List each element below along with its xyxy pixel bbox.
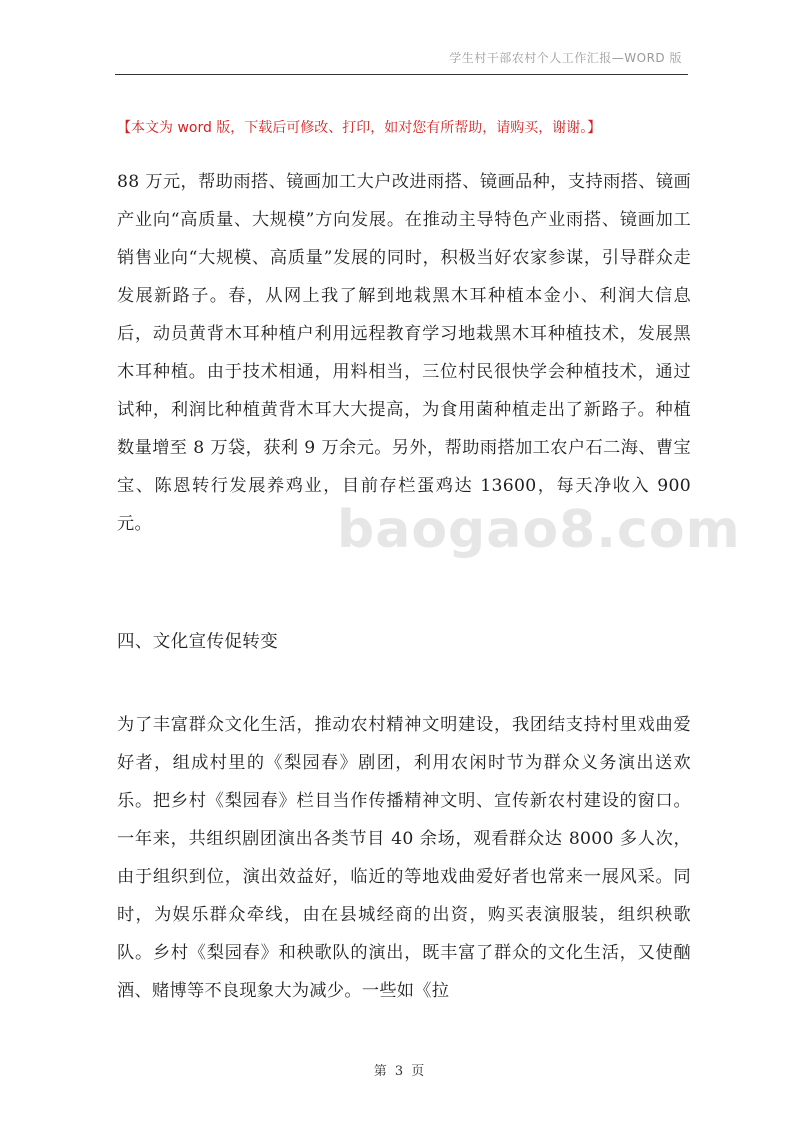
body-paragraph: 为了丰富群众文化生活，推动农村精神文明建设，我团结支持村里戏曲爱好者，组成村里的《梨园春》剧团，利用农闲时节为群众义务演出送欢乐。把乡村《梨园春》栏目当作传播精神文明、宣传新农村建设的窗口。一年来，共组织剧团演出各类节目 40 余场，观看群众达 8000 多人次，由于组织到位，演出效益好，临近的等地戏曲爱好者也常来一展风采。同时，为娱乐群众牵线，由在县城经商的出资，购买表演服装，组织秧歌队。乡村《梨园春》和秧歌队的演出，既丰富了群众的文化生活，又使酗酒、赌博等不良现象大为减少。一些如《拉 [117, 715, 691, 1001]
header-divider [115, 74, 688, 75]
body-paragraph: 88 万元，帮助雨搭、镜画加工大户改进雨搭、镜画品种，支持雨搭、镜画产业向“高质量、大规模”方向发展。在推动主导特色产业雨搭、镜画加工销售业向“大规模、高质量”发展的同时，积极当好农家参谋，引导群众走发展新路子。春，从网上我了解到地栽黑木耳种植本金小、利润大信息后，动员黄背木耳种植户利用远程教育学习地栽黑木耳种植技术，发展黑木耳种植。由于技术相通，用料相当，三位村民很快学会种植技术，通过试种，利润比种植黄背木耳大大提高，为食用菌种植走出了新路子。种植数量增至 8 万袋，获利 9 万余元。另外，帮助雨搭加工农户石二海、曹宝宝、陈恩转行发展养鸡业，目前存栏蛋鸡达 13600，每天净收入 900 元。 [117, 172, 691, 534]
page-number: 第 3 页 [373, 1064, 427, 1079]
section-heading: 四、文化宣传促转变 [117, 632, 279, 652]
watermark-logo: baogao8.com [337, 500, 741, 560]
page-header [0, 0, 800, 80]
purchase-notice: 【本文为 word 版，下载后可修改、打印，如对您有所帮助，请购买，谢谢。】 [117, 120, 602, 136]
document-title: 学生村干部农村个人工作汇报—WORD 版 [449, 51, 682, 65]
body-section [117, 706, 691, 1010]
body-section [117, 163, 691, 543]
